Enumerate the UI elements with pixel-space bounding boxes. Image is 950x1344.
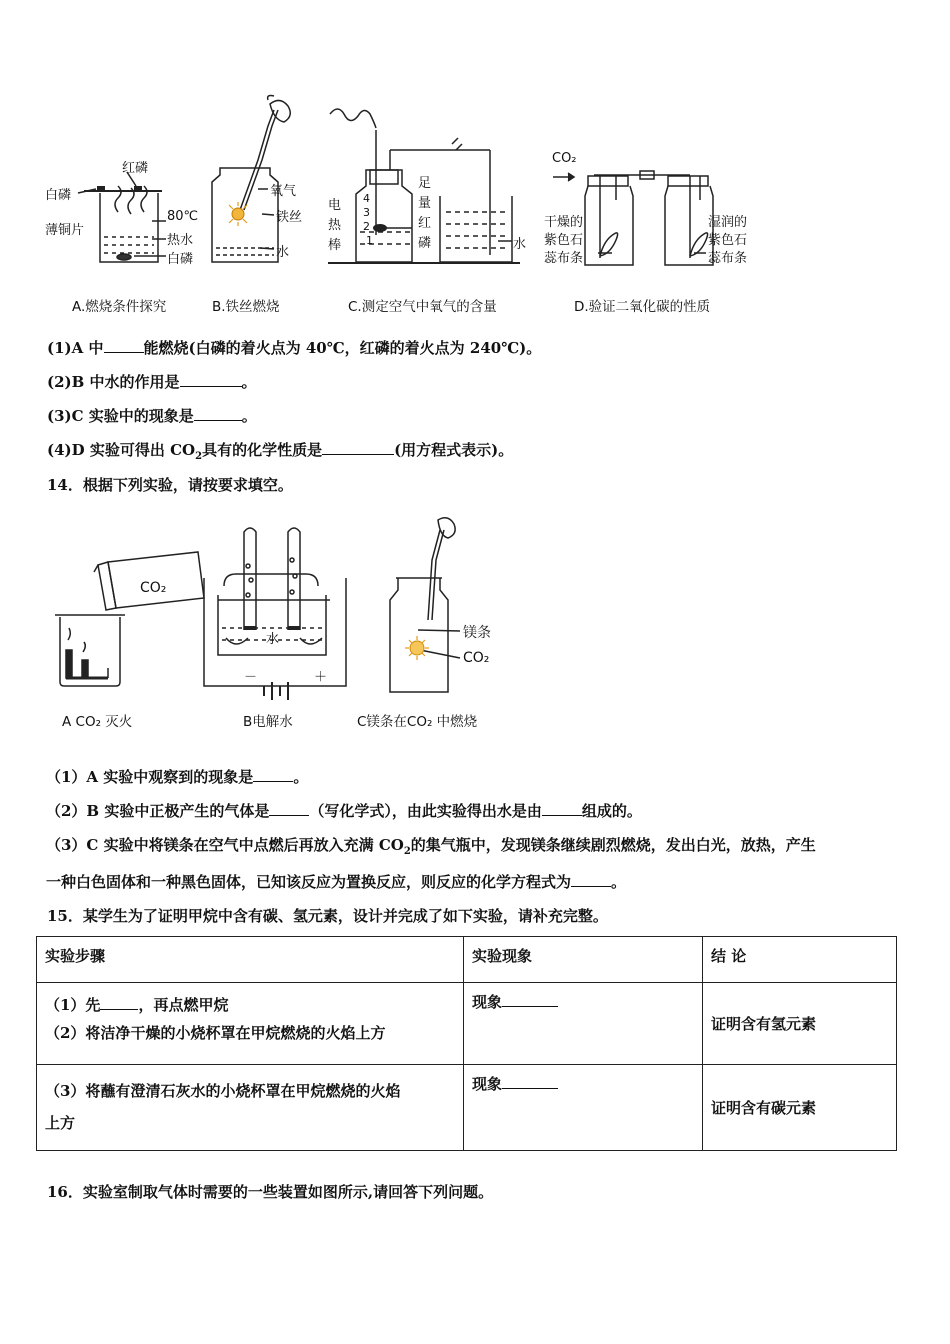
label-co2-a: CO₂ — [140, 580, 167, 596]
table-row — [37, 1065, 897, 1151]
label-temperature: 80℃ — [167, 209, 199, 224]
scale-1: 1 — [366, 234, 373, 247]
caption-c: C.测定空气中氧气的含量 — [348, 299, 497, 315]
row1-step: （1）先 ，再点燃甲烷 （2）将洁净干燥的小烧杯罩在甲烷燃烧的火焰上方 — [37, 983, 464, 1065]
row2-step: （3）将蘸有澄清石灰水的小烧杯罩在甲烷燃烧的火焰 上方 — [37, 1065, 464, 1151]
label-minus: － — [244, 670, 258, 685]
q16-title: 16．实验室制取气体时需要的一些装置如图所示,请回答下列问题。 — [47, 1183, 494, 1201]
row2-conclusion: 证明含有碳元素 — [703, 1065, 897, 1151]
label-electric-1: 电 — [328, 198, 342, 213]
q15-table — [36, 936, 897, 1151]
label-magnesium-ribbon: 镁条 — [463, 625, 491, 641]
label-electric-3: 棒 — [328, 238, 342, 253]
label-electric-2: 热 — [328, 218, 342, 233]
table-header-row — [37, 937, 897, 983]
scale-2: 2 — [363, 220, 370, 233]
q13-line-3: (3)C 实验中的现象是 。 — [47, 407, 257, 425]
row2-observation: 现象 — [464, 1065, 703, 1151]
label-white-phosphorus: 白磷 — [45, 188, 72, 203]
caption-q14-b: B电解水 — [243, 714, 293, 730]
q14-line-3: （3）C 实验中将镁条在空气中点燃后再放入充满 $CO_2$的集气瓶中，发现镁条继续剧烈燃烧，发出白光，放热，产生 — [46, 836, 816, 857]
label-white-phosphorus-2: 白磷 — [167, 252, 194, 267]
label-wet-1: 湿润的 — [708, 215, 748, 230]
row1-observation: 现象 — [464, 983, 703, 1065]
caption-a: A.燃烧条件探究 — [72, 299, 167, 315]
caption-q14-a: A CO₂ 灭火 — [62, 714, 133, 730]
label-dry-2: 紫色石 — [544, 233, 584, 248]
label-wet-2: 紫色石 — [708, 233, 748, 248]
label-red-phosphorus: 红磷 — [122, 161, 149, 176]
label-hot-water: 热水 — [167, 233, 194, 248]
header-observation: 实验现象 — [464, 937, 703, 983]
label-co2-d: CO₂ — [552, 151, 577, 166]
q14-line-1: （1）A 实验中观察到的现象是 。 — [46, 768, 309, 786]
q13-line-1: (1)A 中 能燃烧(白磷的着火点为 40℃，红磷的着火点为 240℃)。 — [47, 339, 542, 357]
diagram-a-beaker — [0, 0, 950, 300]
label-ample-1: 足 — [418, 176, 432, 191]
caption-q14-c: C镁条在CO₂ 中燃烧 — [357, 714, 478, 730]
label-co2-c: CO₂ — [463, 650, 490, 666]
label-ample-4: 磷 — [418, 236, 432, 251]
label-dry-1: 干燥的 — [544, 215, 584, 230]
label-plus: ＋ — [314, 670, 328, 685]
label-ample-2: 量 — [418, 196, 432, 211]
q14-line-2: （2）B 实验中正极产生的气体是 （写化学式），由此实验得出水是由 组成的。 — [46, 802, 642, 820]
label-water-electrolysis: 水 — [266, 632, 280, 647]
label-water-c: 水 — [513, 237, 527, 252]
q13-line-2: (2)B 中水的作用是 。 — [47, 373, 257, 391]
label-iron-wire: 铁丝 — [276, 210, 303, 225]
label-dry-3: 蕊布条 — [544, 251, 584, 266]
q13-line-4: (4)D 实验可得出 $CO_2$具有的化学性质是 (用方程式表示)。 — [47, 441, 514, 462]
q14-title: 14．根据下列实验，请按要求填空。 — [47, 476, 293, 494]
label-copper-sheet: 薄铜片 — [45, 223, 85, 238]
header-conclusion: 结 论 — [703, 937, 897, 983]
scale-3: 3 — [363, 206, 370, 219]
caption-d: D.验证二氧化碳的性质 — [574, 299, 711, 315]
label-wet-3: 蕊布条 — [708, 251, 748, 266]
label-water-b: 水 — [276, 245, 290, 260]
q14-line-4: 一种白色固体和一种黑色固体，已知该反应为置换反应，则反应的化学方程式为 。 — [46, 873, 627, 891]
label-oxygen: 氧气 — [270, 184, 297, 199]
q15-title: 15．某学生为了证明甲烷中含有碳、氢元素，设计并完成了如下实验，请补充完整。 — [47, 907, 608, 925]
row1-conclusion: 证明含有氢元素 — [703, 983, 897, 1065]
header-step: 实验步骤 — [37, 937, 464, 983]
label-ample-3: 红 — [418, 216, 432, 231]
scale-4: 4 — [363, 192, 370, 205]
caption-b: B.铁丝燃烧 — [212, 299, 280, 315]
table-row — [37, 983, 897, 1065]
